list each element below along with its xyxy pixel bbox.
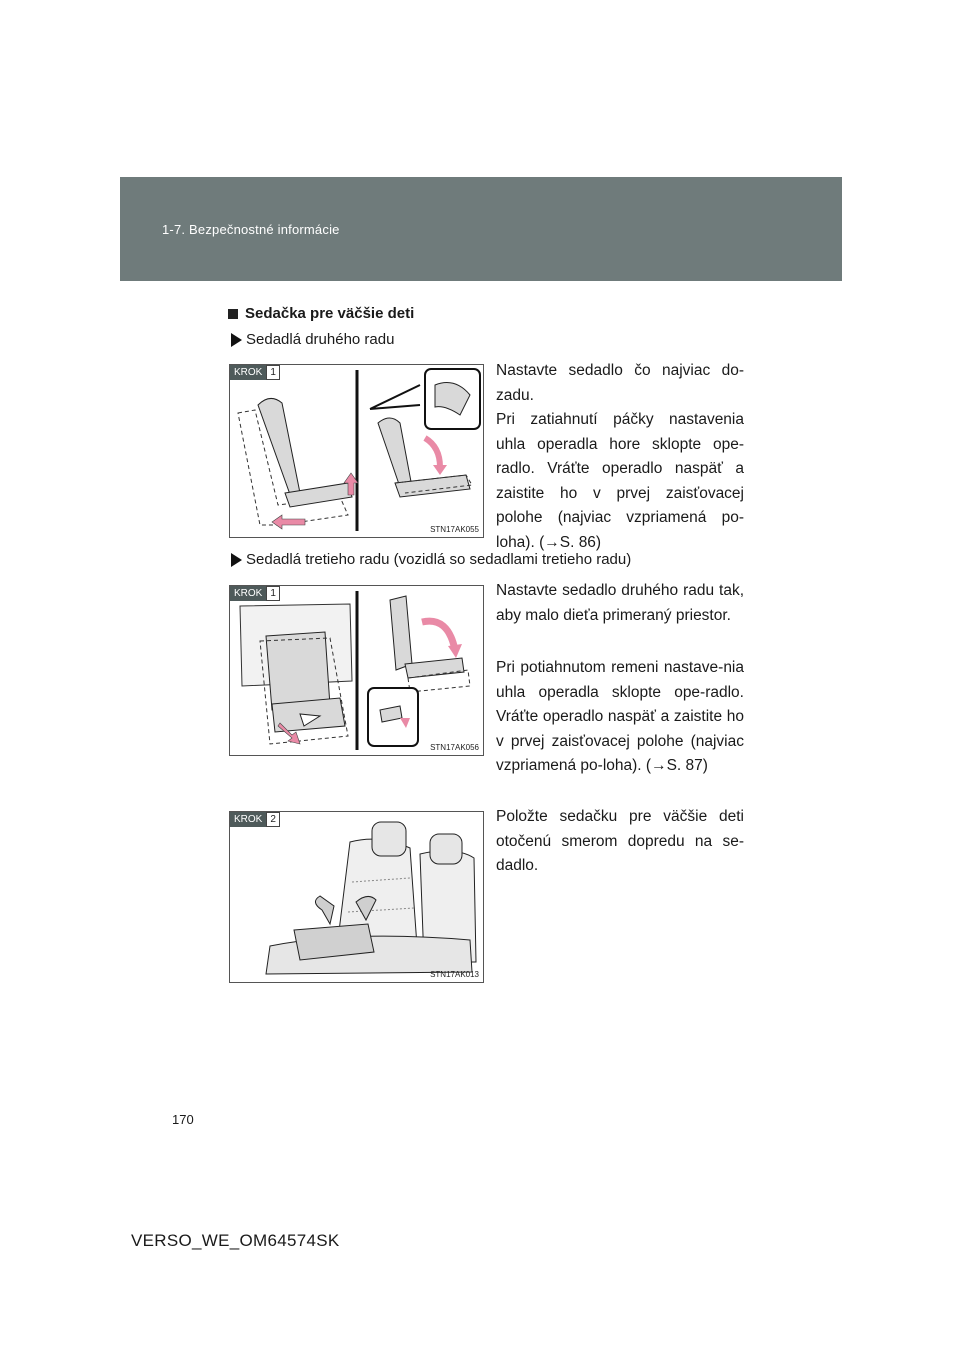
square-bullet-icon	[228, 309, 238, 319]
paragraph: Nastavte sedadlo čo najviac do-zadu.	[496, 362, 744, 404]
seat-illustration	[230, 365, 483, 537]
paragraph: Pri potiahnutom remeni nastave-nia uhla operadla sklopte ope-radlo. Vráťte operadlo naspäť a zaistite ho v prvej zaisťovacej polohe (najviac vzpriamená po-loha). (→S. 87)	[496, 659, 744, 775]
subheading-text: Sedadlá tretieho radu (vozidlá so sedadlami tretieho radu)	[246, 551, 632, 568]
heading-text: Sedačka pre väčšie deti	[245, 305, 415, 322]
step-number: 1	[266, 586, 280, 601]
step-badge	[230, 365, 280, 380]
figure-code: STN17AK055	[430, 525, 479, 534]
figure-third-row-seat	[229, 585, 484, 756]
section-title: 1-7. Bezpečnostné informácie	[162, 222, 340, 237]
step-label: KROK	[230, 812, 266, 827]
paragraph: Nastavte sedadlo druhého radu tak, aby malo dieťa primeraný priestor.	[496, 582, 744, 624]
paragraph: Položte sedačku pre väčšie deti otočenú smerom dopredu na se-dadlo.	[496, 808, 744, 875]
subheading-second-row	[231, 331, 394, 348]
booster-seat-illustration	[230, 812, 483, 982]
figure-booster-seat	[229, 811, 484, 983]
page-number: 170	[172, 1112, 194, 1127]
subheading-text: Sedadlá druhého radu	[246, 331, 395, 348]
triangle-bullet-icon	[231, 553, 242, 567]
step-number: 2	[266, 812, 280, 827]
seat-illustration	[230, 586, 483, 755]
step-badge	[230, 812, 280, 827]
figure-code: STN17AK056	[430, 743, 479, 752]
step-label: KROK	[230, 365, 266, 380]
paragraph: Pri zatiahnutí páčky nastavenia uhla operadla hore sklopte ope-radlo. Vráťte operadlo naspäť a zaistite ho v prvej zaisťovacej polohe (najviac vzpriamená po-loha). (→S. 86)	[496, 411, 744, 551]
figure-second-row-seat	[229, 364, 484, 538]
step-badge	[230, 586, 280, 601]
document-code: VERSO_WE_OM64574SK	[131, 1231, 340, 1250]
figure-code: STN17AK013	[430, 970, 479, 979]
step-label: KROK	[230, 586, 266, 601]
subheading-third-row	[231, 551, 631, 568]
main-heading	[228, 305, 414, 322]
triangle-bullet-icon	[231, 333, 242, 347]
step-number: 1	[266, 365, 280, 380]
